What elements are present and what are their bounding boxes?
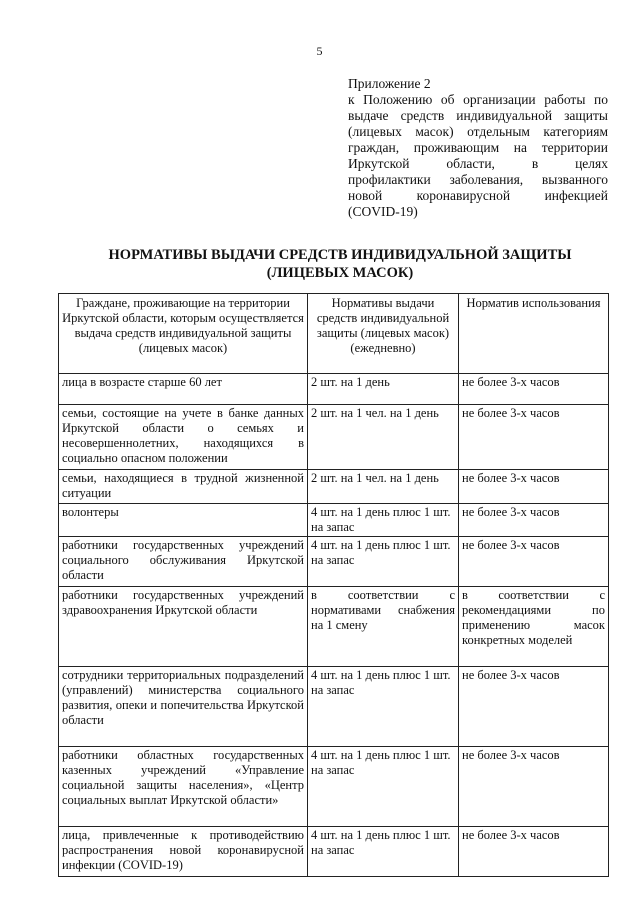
document-title xyxy=(40,246,639,282)
page-number: 5 xyxy=(316,44,323,58)
annex-line: Иркутской области, в целях xyxy=(348,156,608,171)
table-row xyxy=(59,667,609,747)
title-line-2: (ЛИЦЕВЫХ МАСОК) xyxy=(266,265,414,281)
row-usage: в соответствии с рекомендациями по применению масок конкретных моделей xyxy=(459,587,609,667)
row-usage: не более 3-х часов xyxy=(459,537,609,587)
annex-line: к Положению об организации работы по xyxy=(348,92,608,107)
row-category: семьи, находящиеся в трудной жизненной ситуации xyxy=(59,470,308,504)
table-row xyxy=(59,374,609,405)
row-usage: не более 3-х часов xyxy=(459,374,609,405)
row-category: работники государственных учреждений социального обслуживания Иркутской области xyxy=(59,537,308,587)
table-row xyxy=(59,747,609,827)
row-norm: 4 шт. на 1 день плюс 1 шт. на запас xyxy=(308,504,459,537)
annex-line: новой коронавирусной инфекцией xyxy=(348,188,608,203)
row-norm: в соответствии с нормативами снабжения на 1 смену xyxy=(308,587,459,667)
row-norm: 2 шт. на 1 день xyxy=(308,374,459,405)
header-category: Граждане, проживающие на территории Иркутской области, которым осуществляется выдача средств индивидуальной защиты (лицевых масок) xyxy=(59,294,308,374)
row-category: работники областных государственных казенных учреждений «Управление социальной защиты населения», «Центр социальных выплат Иркутской области» xyxy=(59,747,308,827)
title-line-1: НОРМАТИВЫ ВЫДАЧИ СРЕДСТВ ИНДИВИДУАЛЬНОЙ ЗАЩИТЫ xyxy=(108,247,572,263)
row-norm: 2 шт. на 1 чел. на 1 день xyxy=(308,405,459,470)
row-usage: не более 3-х часов xyxy=(459,747,609,827)
row-usage: не более 3-х часов xyxy=(459,470,609,504)
row-category: лица в возрасте старше 60 лет xyxy=(59,374,308,405)
table-row xyxy=(59,827,609,877)
annex-header xyxy=(348,76,608,220)
annex-line: (COVID-19) xyxy=(348,204,418,219)
table-row xyxy=(59,587,609,667)
row-category: волонтеры xyxy=(59,504,308,537)
norms-table xyxy=(58,293,609,877)
table-header-row xyxy=(59,294,609,374)
row-category: работники государственных учреждений здравоохранения Иркутской области xyxy=(59,587,308,667)
annex-line: выдаче средств индивидуальной защиты xyxy=(348,108,608,123)
row-norm: 2 шт. на 1 чел. на 1 день xyxy=(308,470,459,504)
annex-line: Приложение 2 xyxy=(348,76,431,91)
row-norm: 4 шт. на 1 день плюс 1 шт. на запас xyxy=(308,827,459,877)
table-row xyxy=(59,537,609,587)
row-category: сотрудники территориальных подразделений (управлений) министерства социального развития, опеки и попечительства Иркутской области xyxy=(59,667,308,747)
row-usage: не более 3-х часов xyxy=(459,504,609,537)
header-norm: Нормативы выдачи средств индивидуальной защиты (лицевых масок) (ежедневно) xyxy=(308,294,459,374)
header-usage: Норматив использования xyxy=(459,294,609,374)
table-row xyxy=(59,405,609,470)
row-norm: 4 шт. на 1 день плюс 1 шт. на запас xyxy=(308,537,459,587)
row-category: лица, привлеченные к противодействию распространения новой коронавирусной инфекции (COVID-19) xyxy=(59,827,308,877)
row-norm: 4 шт. на 1 день плюс 1 шт. на запас xyxy=(308,667,459,747)
row-norm: 4 шт. на 1 день плюс 1 шт. на запас xyxy=(308,747,459,827)
annex-line: профилактики заболевания, вызванного xyxy=(348,172,608,187)
table-row xyxy=(59,504,609,537)
annex-line: граждан, проживающим на территории xyxy=(348,140,608,155)
row-usage: не более 3-х часов xyxy=(459,667,609,747)
row-category: семьи, состоящие на учете в банке данных Иркутской области о семьях и несовершеннолетних, находящихся в социально опасном положении xyxy=(59,405,308,470)
row-usage: не более 3-х часов xyxy=(459,405,609,470)
annex-line: (лицевых масок) отдельным категориям xyxy=(348,124,608,139)
row-usage: не более 3-х часов xyxy=(459,827,609,877)
table-row xyxy=(59,470,609,504)
